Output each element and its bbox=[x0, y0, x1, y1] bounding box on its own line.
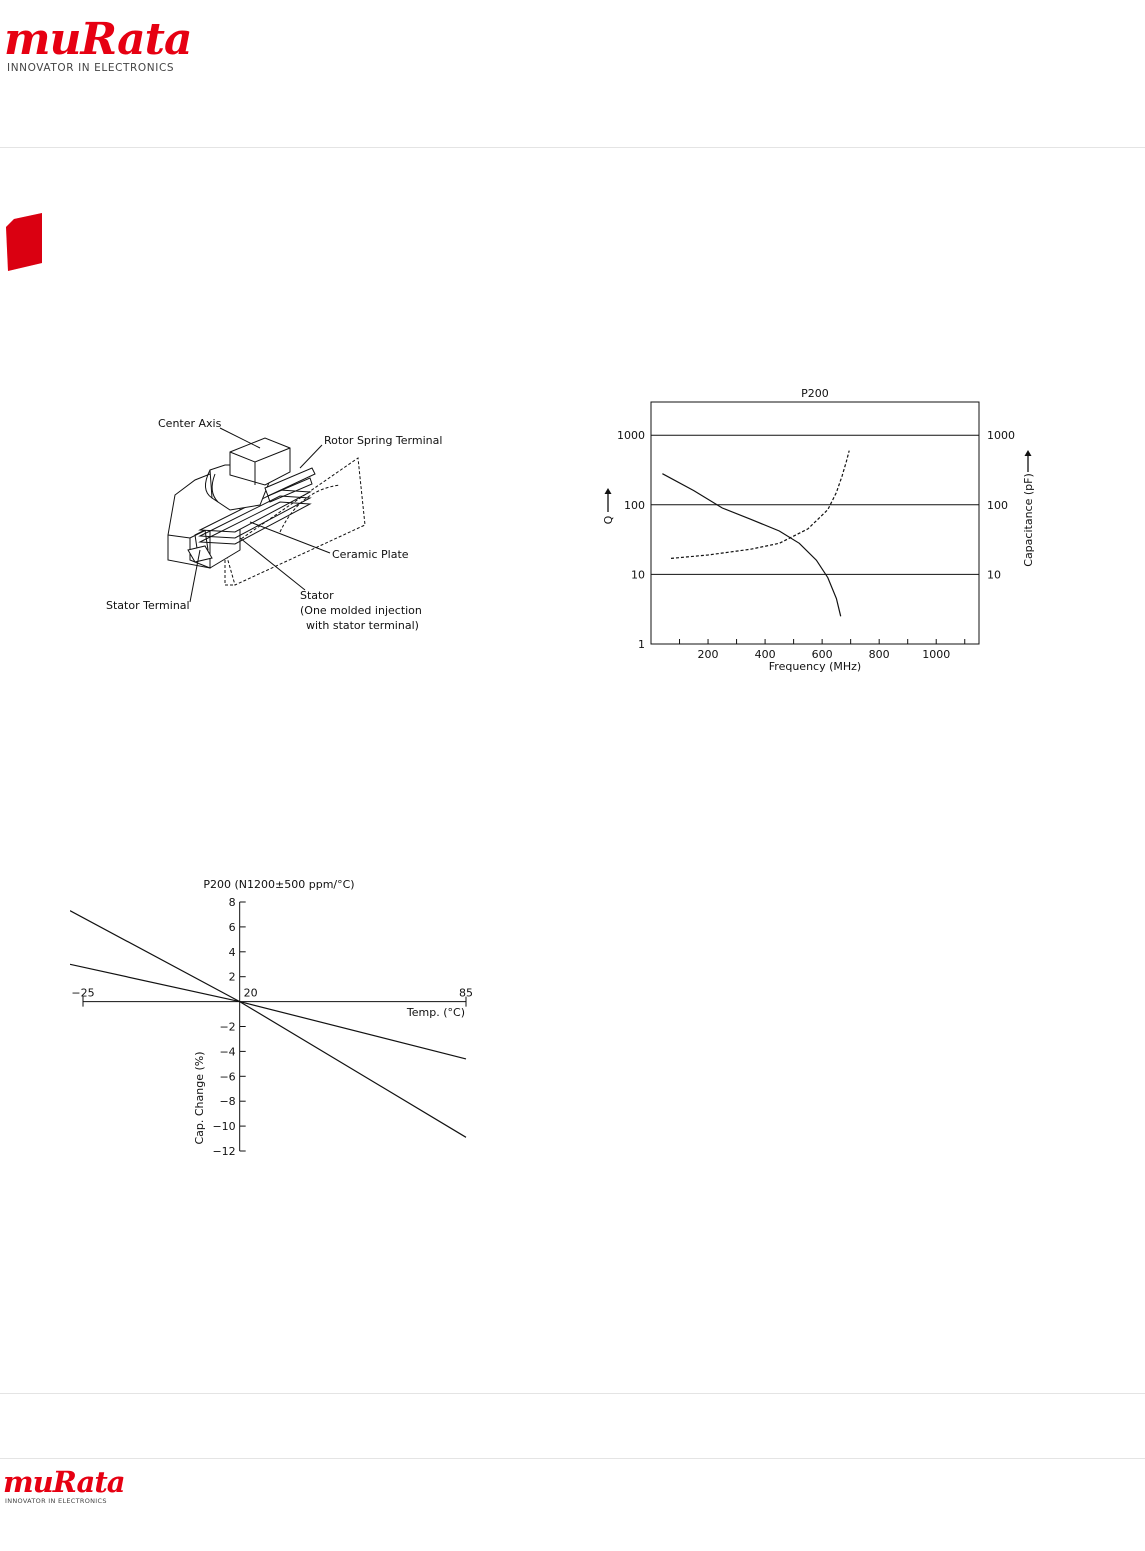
label-stator: Stator bbox=[300, 589, 334, 602]
chart1-ylabel-left-arrow-icon bbox=[605, 488, 612, 494]
label-ceramic-plate: Ceramic Plate bbox=[332, 548, 409, 561]
chart1-ylabel-left: Q bbox=[602, 515, 615, 525]
chart1-ytick-left-label: 100 bbox=[624, 498, 645, 512]
chart1-xlabel: Frequency (MHz) bbox=[768, 660, 862, 673]
chart1-ytick-left-label: 1000 bbox=[617, 429, 645, 443]
chart1-ylabel-right: Capacitance (pF) bbox=[1022, 473, 1035, 567]
chart2-title: P200 (N1200±500 ppm/°C) bbox=[203, 878, 355, 891]
murata-logo[interactable] bbox=[0, 12, 200, 82]
chart1-xtick-label: 800 bbox=[868, 648, 890, 661]
logo-tagline: INNOVATOR IN ELECTRONICS bbox=[7, 62, 175, 74]
chart2-xlabel: Temp. (°C) bbox=[406, 1006, 465, 1019]
section-marker-icon bbox=[4, 213, 42, 271]
chart1-ytick-left-label: 1 bbox=[638, 638, 645, 651]
chart2-ytick-label: 2 bbox=[228, 970, 236, 984]
chart2-ytick-label: 4 bbox=[228, 945, 236, 959]
label-stator-note-1: (One molded injection bbox=[300, 604, 422, 617]
chart2-xtick-label: 85 bbox=[459, 986, 473, 1000]
chart2-ylabel: Cap. Change (%) bbox=[193, 1051, 206, 1145]
chart2-ytick-label: 8 bbox=[228, 896, 236, 909]
chart2-ytick-label: 6 bbox=[228, 920, 236, 934]
chart2-ytick-label: −4 bbox=[219, 1045, 236, 1059]
label-stator-terminal: Stator Terminal bbox=[106, 599, 190, 612]
label-rotor-spring-terminal: Rotor Spring Terminal bbox=[324, 434, 443, 447]
footer-logo-wordmark: muRata bbox=[3, 1465, 125, 1499]
footer-divider-top bbox=[0, 1393, 1145, 1394]
chart1-ytick-left-label: 10 bbox=[631, 568, 645, 582]
footer-logo-tagline: INNOVATOR IN ELECTRONICS bbox=[5, 1497, 107, 1505]
chart2-ytick-label: −2 bbox=[219, 1020, 236, 1034]
cap-change-temperature-chart bbox=[70, 868, 490, 1168]
chart2-xtick-label: −25 bbox=[71, 986, 95, 1000]
structure-diagram bbox=[100, 410, 460, 640]
chart2-ytick-label: −8 bbox=[219, 1095, 236, 1109]
chart2-series-steep bbox=[70, 911, 466, 1138]
chart1-series-q bbox=[662, 474, 840, 617]
chart2-ytick-label: −12 bbox=[212, 1145, 236, 1158]
chart1-xtick-label: 400 bbox=[754, 648, 776, 661]
header-divider bbox=[0, 147, 1145, 148]
chart2-xtick-label: 20 bbox=[243, 986, 258, 1000]
chart1-ytick-right-label: 10 bbox=[987, 568, 1001, 582]
chart2-ytick-label: −6 bbox=[219, 1070, 236, 1084]
q-capacitance-frequency-chart bbox=[595, 380, 1055, 680]
chart1-xtick-label: 200 bbox=[697, 648, 719, 661]
chart1-ylabel-right-arrow-icon bbox=[1025, 450, 1032, 456]
label-center-axis: Center Axis bbox=[158, 417, 222, 430]
chart1-xtick-label: 600 bbox=[811, 648, 833, 661]
chart1-title: P200 bbox=[801, 387, 829, 400]
chart1-ytick-right-label: 100 bbox=[987, 498, 1008, 512]
footer-divider-bottom bbox=[0, 1458, 1145, 1459]
murata-footer-logo[interactable] bbox=[0, 1465, 130, 1508]
chart2-ytick-label: −10 bbox=[212, 1120, 236, 1134]
chart1-plot-frame bbox=[651, 402, 979, 644]
chart1-ytick-right-label: 1000 bbox=[987, 429, 1015, 443]
chart1-xtick-label: 1000 bbox=[922, 648, 951, 661]
label-stator-note-2: with stator terminal) bbox=[306, 619, 419, 632]
logo-wordmark: muRata bbox=[4, 14, 192, 65]
